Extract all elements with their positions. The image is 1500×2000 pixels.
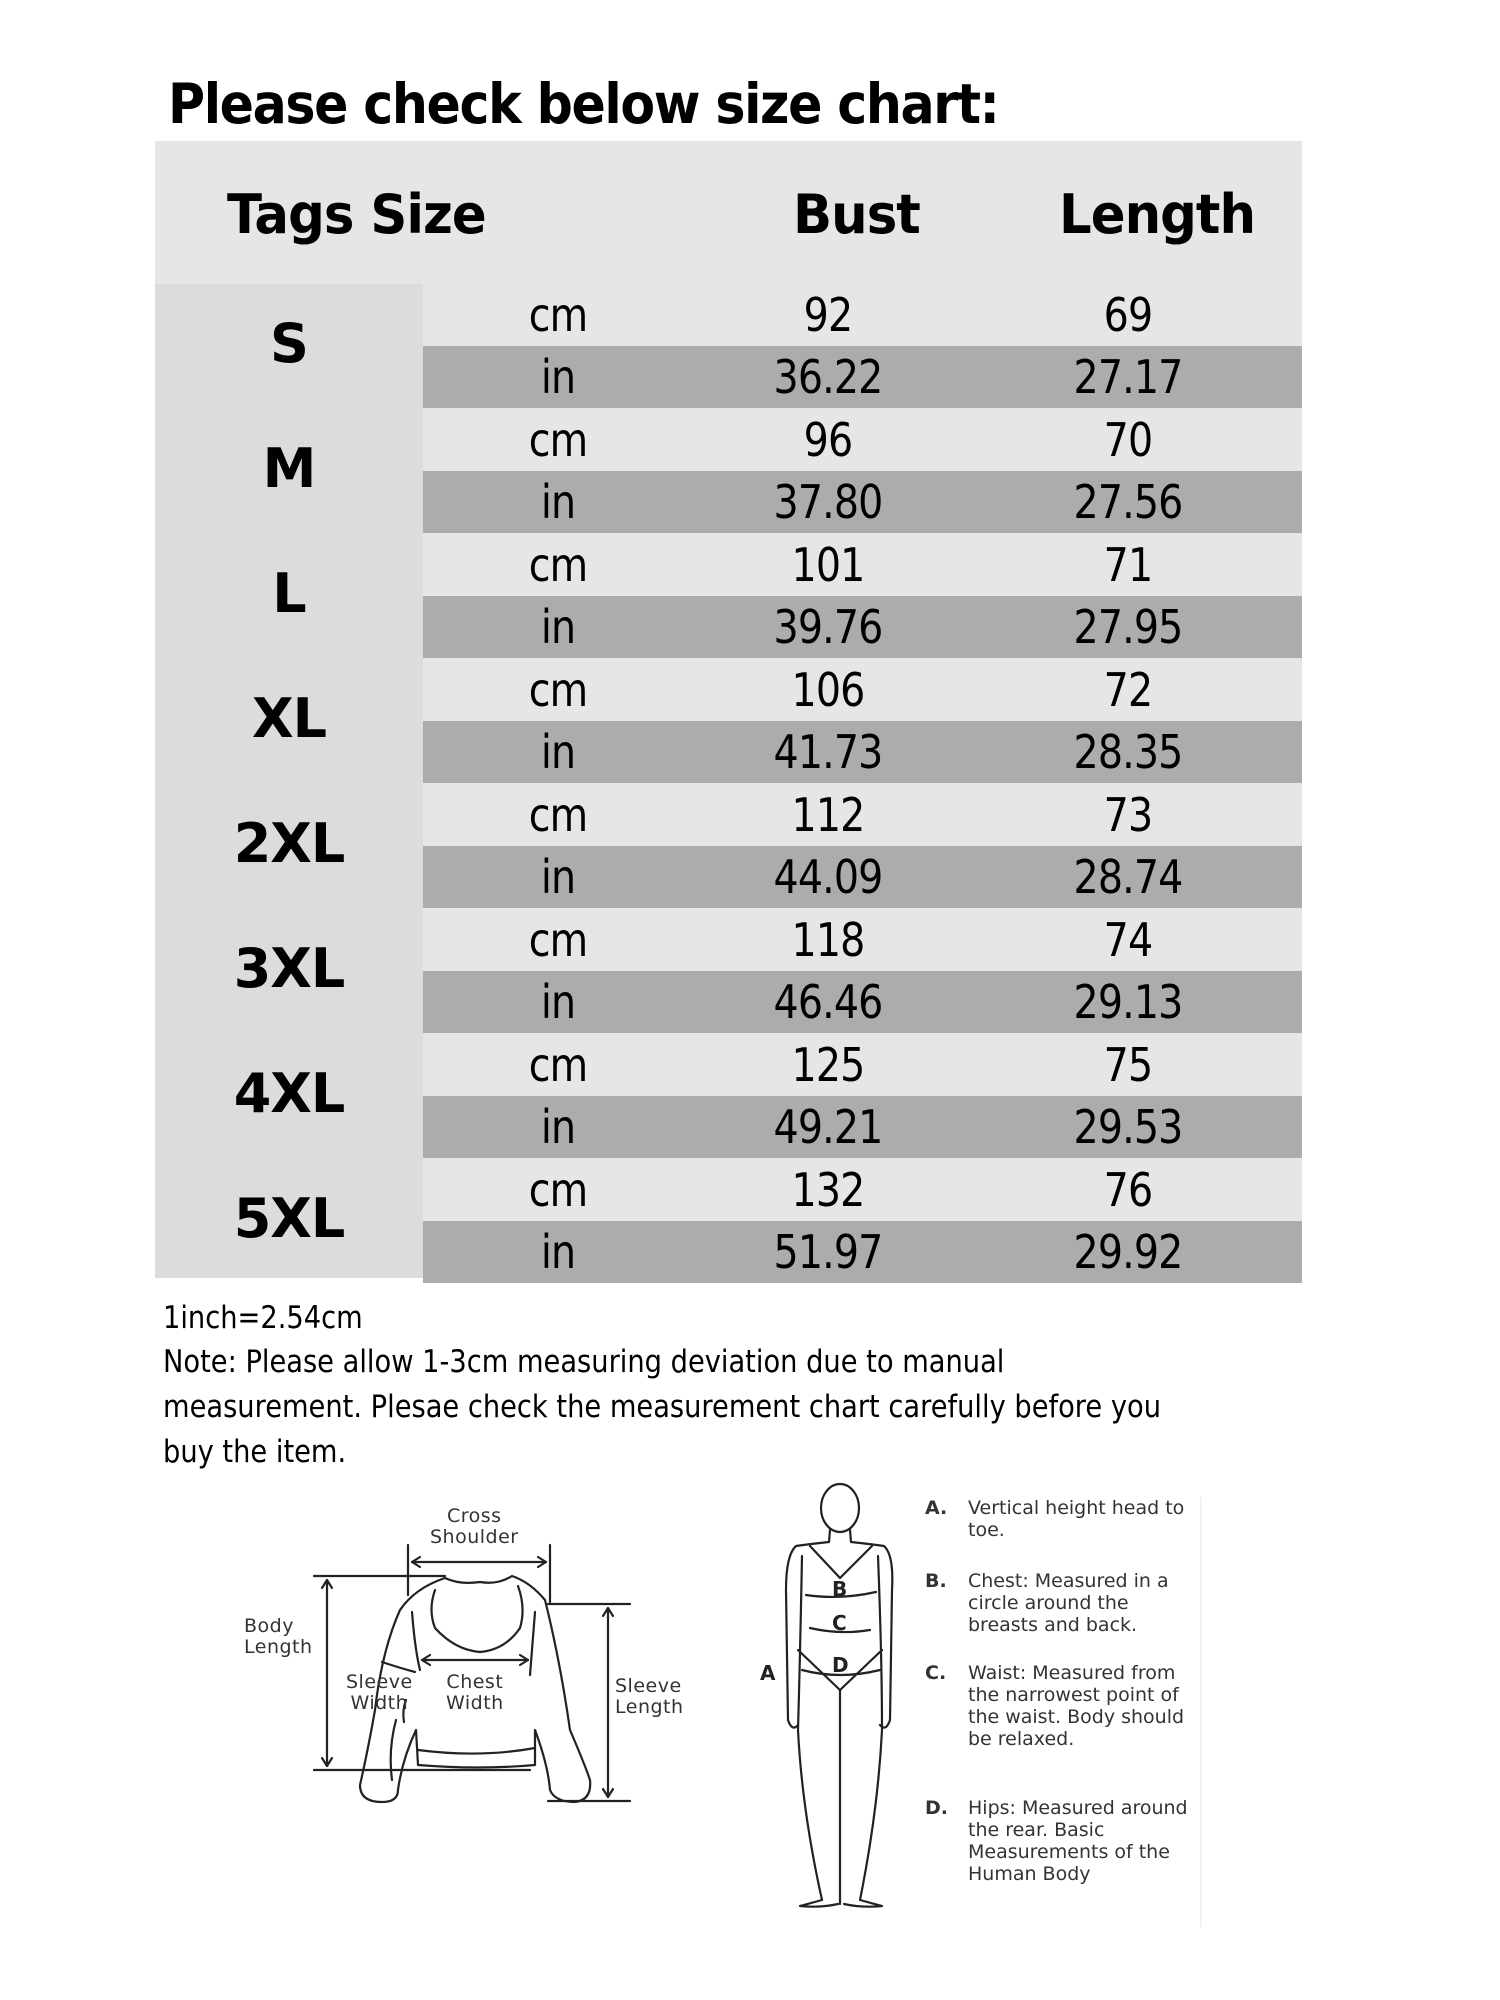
size-group-l bbox=[155, 534, 1302, 659]
bust-cell: 101 bbox=[791, 538, 865, 592]
cross-shoulder-label: Cross Shoulder bbox=[430, 1505, 519, 1548]
unit-cell: in bbox=[540, 350, 576, 404]
sleeve-width-label: Sleeve Width bbox=[346, 1671, 413, 1714]
unit-cell: in bbox=[540, 975, 576, 1029]
marker-b: B bbox=[832, 1577, 848, 1601]
marker-a: A bbox=[760, 1661, 776, 1685]
table-row-in bbox=[423, 846, 1302, 908]
table-row-cm bbox=[423, 784, 1302, 846]
size-label: XL bbox=[251, 687, 327, 750]
bust-cell: 41.73 bbox=[773, 725, 883, 779]
table-row-in bbox=[423, 596, 1302, 658]
length-cell: 69 bbox=[1103, 288, 1153, 342]
length-cell: 29.53 bbox=[1073, 1100, 1183, 1154]
table-header bbox=[155, 141, 1302, 284]
length-cell: 27.56 bbox=[1073, 475, 1183, 529]
body-measurement-legend: A. Vertical height head to toe. B. Chest: Measured in a circle around the breasts and back. C. Waist: Measured from the narrowest point of the waist. Body should be relaxed. D. Hips: Measured around the rear. Basic Measurements of the Human Body bbox=[925, 1497, 1202, 1927]
size-group-3xl bbox=[155, 909, 1302, 1034]
header-tags-size: Tags Size bbox=[227, 183, 486, 246]
length-cell: 74 bbox=[1103, 913, 1153, 967]
size-label: M bbox=[262, 437, 316, 500]
note-line-1: Note: Please allow 1-3cm measuring deviation due to manual bbox=[163, 1344, 1005, 1380]
unit-cell: in bbox=[540, 725, 576, 779]
bust-cell: 37.80 bbox=[773, 475, 883, 529]
bust-cell: 125 bbox=[791, 1038, 865, 1092]
size-label: 2XL bbox=[233, 812, 345, 875]
table-row-in bbox=[423, 971, 1302, 1033]
length-cell: 73 bbox=[1103, 788, 1153, 842]
length-cell: 27.95 bbox=[1073, 600, 1183, 654]
unit-cell: in bbox=[540, 475, 576, 529]
page-title: Please check below size chart: bbox=[168, 72, 999, 136]
bust-cell: 92 bbox=[803, 288, 853, 342]
length-cell: 71 bbox=[1103, 538, 1153, 592]
table-row-in bbox=[423, 1221, 1302, 1283]
length-cell: 27.17 bbox=[1073, 350, 1183, 404]
size-group-m bbox=[155, 409, 1302, 534]
chest-width-label: Chest Width bbox=[446, 1671, 504, 1714]
table-row-cm bbox=[423, 534, 1302, 596]
bust-cell: 44.09 bbox=[773, 850, 883, 904]
length-cell: 75 bbox=[1103, 1038, 1153, 1092]
table-row-cm bbox=[423, 409, 1302, 471]
unit-cell: cm bbox=[528, 288, 588, 342]
body-length-label: Body Length bbox=[244, 1615, 313, 1658]
size-label: 5XL bbox=[233, 1187, 345, 1250]
table-row-cm bbox=[423, 909, 1302, 971]
table-row-cm bbox=[423, 1034, 1302, 1096]
unit-cell: cm bbox=[528, 913, 588, 967]
marker-c: C bbox=[832, 1611, 847, 1635]
bust-cell: 118 bbox=[791, 913, 865, 967]
unit-cell: cm bbox=[528, 788, 588, 842]
table-row-in bbox=[423, 1096, 1302, 1158]
bust-cell: 36.22 bbox=[773, 350, 883, 404]
unit-cell: in bbox=[540, 1100, 576, 1154]
unit-cell: in bbox=[540, 600, 576, 654]
size-label: 3XL bbox=[233, 937, 345, 1000]
marker-d: D bbox=[832, 1653, 849, 1677]
bust-cell: 96 bbox=[803, 413, 853, 467]
length-cell: 29.13 bbox=[1073, 975, 1183, 1029]
bust-cell: 112 bbox=[791, 788, 865, 842]
size-group-4xl bbox=[155, 1034, 1302, 1159]
length-cell: 72 bbox=[1103, 663, 1153, 717]
size-group-xl bbox=[155, 659, 1302, 784]
unit-cell: cm bbox=[528, 538, 588, 592]
human-body-outline-icon bbox=[760, 1480, 920, 1930]
unit-cell: cm bbox=[528, 1038, 588, 1092]
note-line-3: buy the item. bbox=[163, 1434, 347, 1470]
size-group-2xl bbox=[155, 784, 1302, 909]
table-row-cm bbox=[423, 284, 1302, 346]
bust-cell: 39.76 bbox=[773, 600, 883, 654]
table-row-in bbox=[423, 346, 1302, 408]
unit-cell: cm bbox=[528, 663, 588, 717]
header-bust: Bust bbox=[793, 183, 920, 246]
size-label: 4XL bbox=[233, 1062, 345, 1125]
size-label: S bbox=[270, 312, 308, 375]
bust-cell: 132 bbox=[791, 1163, 865, 1217]
table-row-in bbox=[423, 471, 1302, 533]
length-cell: 28.74 bbox=[1073, 850, 1183, 904]
bust-cell: 49.21 bbox=[773, 1100, 883, 1154]
header-length: Length bbox=[1059, 183, 1256, 246]
conversion-note: 1inch=2.54cm bbox=[163, 1300, 363, 1336]
size-label: L bbox=[272, 562, 306, 625]
bust-cell: 46.46 bbox=[773, 975, 883, 1029]
size-group-s bbox=[155, 284, 1302, 409]
length-cell: 76 bbox=[1103, 1163, 1153, 1217]
size-chart-table bbox=[155, 141, 1302, 1278]
table-row-cm bbox=[423, 1159, 1302, 1221]
length-cell: 29.92 bbox=[1073, 1225, 1183, 1279]
unit-cell: cm bbox=[528, 1163, 588, 1217]
size-group-5xl bbox=[155, 1159, 1302, 1284]
table-row-cm bbox=[423, 659, 1302, 721]
note-line-2: measurement. Plesae check the measurement chart carefully before you bbox=[163, 1389, 1162, 1425]
unit-cell: in bbox=[540, 1225, 576, 1279]
unit-cell: in bbox=[540, 850, 576, 904]
table-row-in bbox=[423, 721, 1302, 783]
body-diagram bbox=[760, 1480, 920, 1930]
bust-cell: 106 bbox=[791, 663, 865, 717]
unit-cell: cm bbox=[528, 413, 588, 467]
length-cell: 70 bbox=[1103, 413, 1153, 467]
bust-cell: 51.97 bbox=[773, 1225, 883, 1279]
garment-diagram bbox=[230, 1490, 730, 1850]
length-cell: 28.35 bbox=[1073, 725, 1183, 779]
sleeve-length-label: Sleeve Length bbox=[615, 1675, 684, 1718]
